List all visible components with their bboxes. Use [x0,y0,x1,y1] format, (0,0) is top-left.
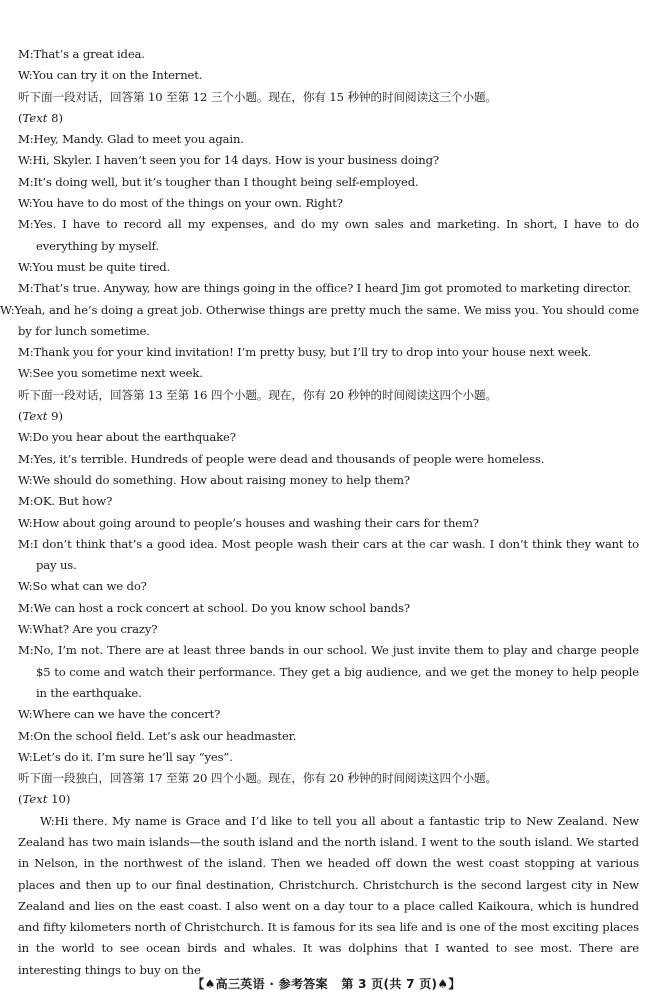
dialogue-line: W:Let’s do it. I’m sure he’ll say “yes”. [18,749,233,764]
spade-icon: ♠ [204,977,216,991]
dialogue-line: W:Yeah, and he’s doing a great job. Otherwise things are pretty much the same. We miss you. You should come by for lunch sometime. [0,302,639,338]
text-10-label: (Text 10) [18,792,71,807]
dialogue-line: W:We should do something. How about raising money to help them? [18,472,410,487]
page-footer [0,975,653,992]
dialogue-line: M:Thank you for your kind invitation! I’m pretty busy, but I’ll try to drop into your house next week. [18,345,592,360]
text-8-label: (Text 8) [18,110,64,125]
dialogue-line: M:Yes, it’s terrible. Hundreds of people were dead and thousands of people were homeless. [18,451,545,466]
listening-instruction: 听下面一段独白，回答第 17 至第 20 四个小题。现在，你有 20 秒钟的时间阅读这四个小题。 [18,771,497,786]
dialogue-line: W:You must be quite tired. [18,259,171,274]
dialogue-line: W:How about going around to people’s houses and washing their cars for them? [18,515,479,530]
dialogue-line: W:Where can we have the concert? [18,707,221,722]
dialogue-line: W:See you sometime next week. [18,366,203,381]
dialogue-line: M:On the school field. Let’s ask our headmaster. [18,728,297,743]
dialogue-line: M:OK. But how? [18,494,113,509]
dialogue-line: M:It’s doing well, but it’s tougher than I thought being self-employed. [18,174,419,189]
listening-instruction: 听下面一段对话，回答第 13 至第 16 四个小题。现在，你有 20 秒钟的时间阅读这四个小题。 [18,387,497,402]
text-9-label: (Text 9) [18,409,64,424]
spade-icon: ♠ [437,977,449,991]
dialogue-line: W:So what can we do? [18,579,147,594]
monologue-paragraph: W:Hi there. My name is Grace and I’d like to tell you all about a fantastic trip to New Zealand. New Zealand has two main islands—the south island and the north island. I went to the south island. We started in Nelson, in the northwest of the island. Then we headed off down the west coast stopping at various places and then up to our final destination, Christchurch. Christchurch is the second largest city in New Zealand and lies on the east coast. I also went on a day tour to a place called Kaikoura, which is hundred and fifty kilometers north of Christchurch. It is famous for its sea life and is one of the most exciting places in the world to see ocean birds and whales. It was dolphins that I wanted to see most. There are interesting things to buy on the [18,813,640,977]
bracket-close: 】 [448,977,461,991]
dialogue-line: M:Yes. I have to record all my expenses, and do my own sales and marketing. In short, I have to do everything by myself. [18,217,639,253]
dialogue-line: M:Hey, Mandy. Glad to meet you again. [18,132,244,147]
dialogue-line: W:Hi, Skyler. I haven’t seen you for 14 days. How is your business doing? [18,153,439,168]
bracket-open: 【 [192,977,205,991]
dialogue-line: W:What? Are you crazy? [18,622,158,637]
footer-subject: 高三英语 · 参考答案 [215,977,328,991]
dialogue-line: W:You can try it on the Internet. [18,68,203,83]
dialogue-line: M:I don’t think that’s a good idea. Most people wash their cars at the car wash. I don’t think they want to pay us. [18,536,639,573]
dialogue-line: M:That’s true. Anyway, how are things going in the office? I heard Jim got promoted to marketing director. [18,281,632,296]
dialogue-line: M:We can host a rock concert at school. Do you know school bands? [18,600,410,615]
answer-key-page [0,44,640,981]
dialogue-line: M:No, I’m not. There are at least three bands in our school. We just invite them to play and charge people $5 to come and watch their performance. They get a big audience, and we get the money to help people in the earthquake. [18,643,639,700]
dialogue-line: M:That’s a great idea. [18,47,145,61]
listening-instruction: 听下面一段对话，回答第 10 至第 12 三个小题。现在，你有 15 秒钟的时间阅读这三个小题。 [18,89,497,104]
dialogue-line: W:Do you hear about the earthquake? [18,430,236,445]
footer-page-info: 第 3 页(共 7 页) [341,977,438,991]
dialogue-line: W:You have to do most of the things on your own. Right? [18,196,343,211]
